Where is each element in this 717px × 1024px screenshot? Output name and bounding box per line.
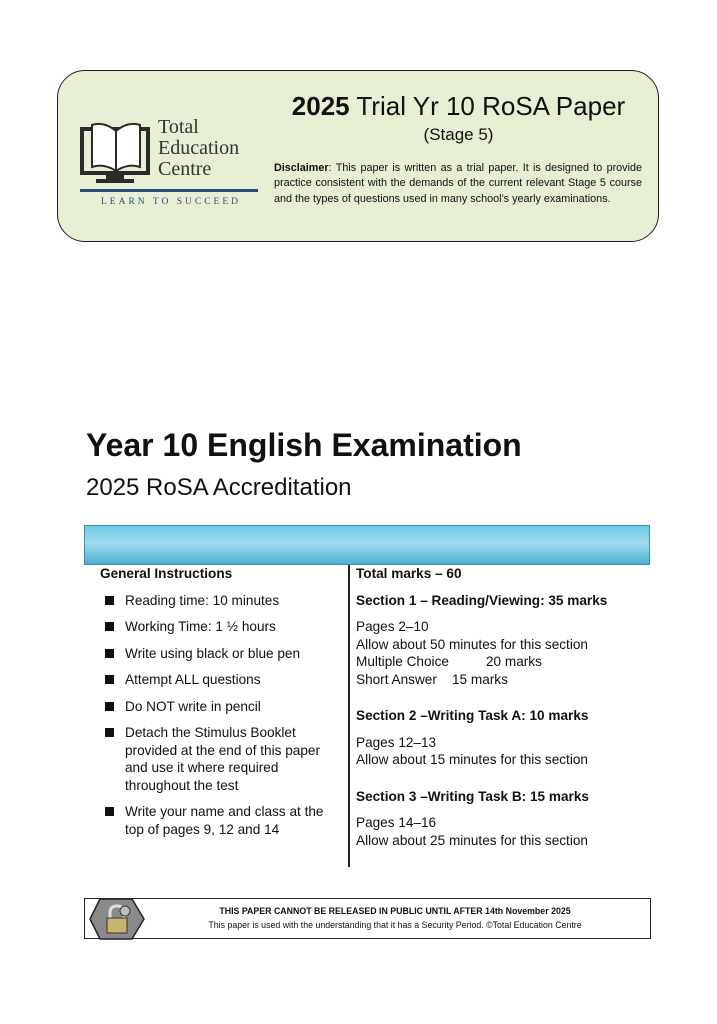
logo-line-3: Centre [158, 158, 212, 180]
general-instructions [100, 565, 340, 847]
book-monitor-icon [80, 117, 152, 187]
paper-title-rest: Trial Yr 10 RoSA Paper [356, 91, 626, 121]
square-bullet-icon [105, 702, 114, 711]
exam-title: Year 10 English Examination [86, 427, 522, 463]
section-1-time: Allow about 50 minutes for this section [356, 636, 588, 652]
security-period-notice: This paper is used with the understanding that it has a Security Period. ©Total Education Centre [208, 920, 582, 930]
section-1-sa: Short Answer 15 marks [356, 671, 508, 687]
section-banner [84, 525, 650, 565]
section-3-time: Allow about 25 minutes for this section [356, 832, 588, 848]
section-1-pages: Pages 2–10 [356, 619, 429, 634]
section-2-time: Allow about 15 minutes for this section [356, 752, 588, 767]
header-box [57, 70, 659, 242]
logo-underline [80, 189, 258, 192]
logo-line-1: Total [158, 116, 199, 138]
section-2-heading: Section 2 –Writing Task A: 10 marks [356, 708, 589, 723]
disclaimer-text: : This paper is written as a trial paper. It is designed to provide practice consistent with the demands of the current relevant Stage 5 course and the types of questions used in many school’s yearly examinations. [274, 162, 642, 205]
instruction-item: Reading time: 10 minutes [100, 592, 340, 610]
section-2-pages: Pages 12–13 [356, 734, 437, 750]
square-bullet-icon [105, 596, 114, 605]
section-3-heading: Section 3 –Writing Task B: 15 marks [356, 788, 589, 804]
square-bullet-icon [105, 728, 114, 737]
instructions-heading: General Instructions [100, 566, 233, 581]
section-1-mc: Multiple Choice 20 marks [356, 654, 542, 669]
instructions-list [100, 592, 340, 839]
instruction-item: Do NOT write in pencil [100, 698, 340, 716]
square-bullet-icon [105, 622, 114, 631]
disclaimer-label: Disclaimer [274, 162, 329, 174]
paper-title [286, 91, 631, 122]
logo-tagline: LEARN TO SUCCEED [100, 197, 242, 207]
paper-title-year: 2025 [291, 91, 350, 121]
logo-line-2: Education [158, 137, 240, 159]
disclaimer [274, 161, 642, 207]
logo [80, 117, 280, 217]
square-bullet-icon [105, 675, 114, 684]
column-divider [348, 565, 350, 867]
marks-breakdown [356, 565, 646, 849]
security-footer [84, 898, 651, 939]
release-date-notice: THIS PAPER CANNOT BE RELEASED IN PUBLIC UNTIL AFTER 14th November 2025 [219, 906, 571, 916]
logo-text [158, 117, 239, 180]
total-marks: Total marks – 60 [356, 566, 462, 581]
instruction-item: Write your name and class at the top of pages 9, 12 and 14 [100, 803, 340, 838]
square-bullet-icon [105, 649, 114, 658]
square-bullet-icon [105, 807, 114, 816]
instruction-item: Working Time: 1 ½ hours [100, 618, 340, 636]
security-padlock-icon [88, 897, 146, 941]
paper-stage: (Stage 5) [423, 125, 494, 144]
instruction-item: Write using black or blue pen [100, 645, 340, 663]
exam-subtitle: 2025 RoSA Accreditation [86, 474, 352, 501]
instruction-item: Attempt ALL questions [100, 671, 340, 689]
section-1-heading: Section 1 – Reading/Viewing: 35 marks [356, 592, 608, 608]
instruction-item: Detach the Stimulus Booklet provided at the end of this paper and use it where required throughout the test [100, 724, 340, 794]
section-3-pages: Pages 14–16 [356, 815, 437, 830]
